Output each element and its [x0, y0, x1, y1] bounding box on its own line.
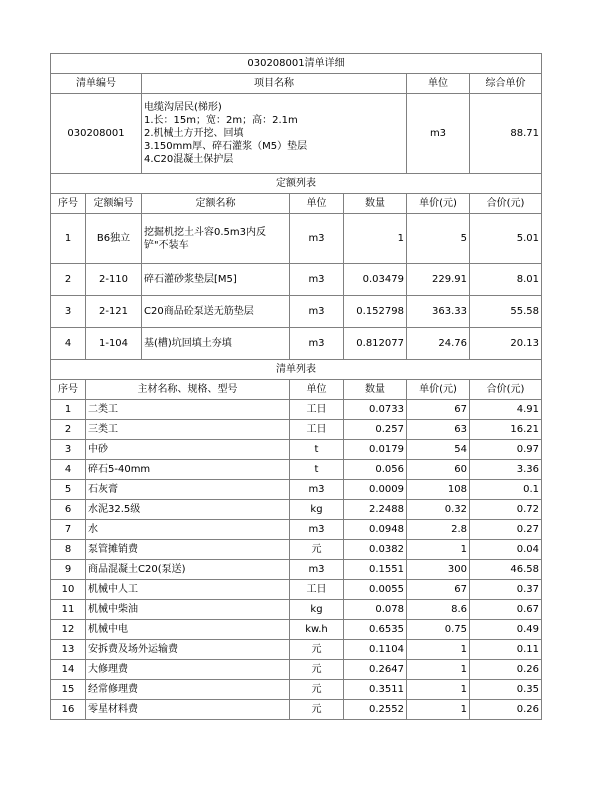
- desc-line: 2.机械土方开挖、回填: [144, 128, 244, 139]
- material-unit-price: 108: [407, 480, 470, 500]
- material-unit-price: 63: [407, 420, 470, 440]
- material-quantity: 0.2647: [344, 660, 407, 680]
- quota-header-cell: 合价(元): [470, 194, 542, 214]
- header-name: 项目名称: [142, 74, 407, 94]
- quota-seq: 4: [51, 328, 86, 360]
- material-header-cell: 合价(元): [470, 380, 542, 400]
- material-seq: 8: [51, 540, 86, 560]
- material-quantity: 0.2552: [344, 700, 407, 720]
- quota-unit: m3: [290, 264, 344, 296]
- material-unit-price: 67: [407, 400, 470, 420]
- quota-quantity: 0.03479: [344, 264, 407, 296]
- quota-total: 8.01: [470, 264, 542, 296]
- quota-header-row: [51, 194, 542, 214]
- quota-header-cell: 定额名称: [142, 194, 290, 214]
- material-quantity: 0.257: [344, 420, 407, 440]
- material-unit-price: 2.8: [407, 520, 470, 540]
- header-code: 清单编号: [51, 74, 142, 94]
- item-code: 030208001: [51, 94, 142, 174]
- material-seq: 10: [51, 580, 86, 600]
- material-unit: kg: [290, 600, 344, 620]
- material-unit-price: 8.6: [407, 600, 470, 620]
- material-unit-price: 60: [407, 460, 470, 480]
- quota-seq: 1: [51, 214, 86, 264]
- quota-quantity: 0.152798: [344, 296, 407, 328]
- quota-seq: 2: [51, 264, 86, 296]
- quota-row: [51, 214, 542, 264]
- material-seq: 11: [51, 600, 86, 620]
- material-seq: 12: [51, 620, 86, 640]
- material-quantity: 0.078: [344, 600, 407, 620]
- material-unit-price: 1: [407, 640, 470, 660]
- quota-unit: m3: [290, 296, 344, 328]
- desc-line: 电缆沟居民(梯形): [144, 102, 222, 113]
- material-unit-price: 0.32: [407, 500, 470, 520]
- material-row: [51, 660, 542, 680]
- material-total: 0.1: [470, 480, 542, 500]
- material-seq: 16: [51, 700, 86, 720]
- quota-name: 挖掘机挖土斗容0.5m3内反铲"不装车: [142, 214, 290, 264]
- material-total: 46.58: [470, 560, 542, 580]
- quota-row: [51, 328, 542, 360]
- quota-unit-price: 363.33: [407, 296, 470, 328]
- material-unit: 工日: [290, 400, 344, 420]
- table-title: 030208001清单详细: [51, 54, 542, 74]
- desc-line: 4.C20混凝土保护层: [144, 154, 234, 165]
- material-quantity: 0.0179: [344, 440, 407, 460]
- material-unit: 元: [290, 680, 344, 700]
- quota-header-cell: 单价(元): [407, 194, 470, 214]
- quota-name: C20商品砼泵送无筋垫层: [142, 296, 290, 328]
- material-total: 3.36: [470, 460, 542, 480]
- material-total: 0.37: [470, 580, 542, 600]
- material-row: [51, 540, 542, 560]
- material-unit: m3: [290, 520, 344, 540]
- list-item-row: [51, 94, 542, 174]
- material-seq: 13: [51, 640, 86, 660]
- material-total: 0.72: [470, 500, 542, 520]
- quota-header-cell: 单位: [290, 194, 344, 214]
- material-total: 0.04: [470, 540, 542, 560]
- material-name: 商品混凝土C20(泵送): [86, 560, 290, 580]
- material-unit-price: 0.75: [407, 620, 470, 640]
- material-header-cell: 序号: [51, 380, 86, 400]
- quota-code: 2-110: [86, 264, 142, 296]
- quota-unit-price: 24.76: [407, 328, 470, 360]
- material-quantity: 0.0055: [344, 580, 407, 600]
- material-header-row: [51, 380, 542, 400]
- material-unit-price: 300: [407, 560, 470, 580]
- material-quantity: 0.0733: [344, 400, 407, 420]
- material-section-title: 清单列表: [51, 360, 542, 380]
- material-row: [51, 460, 542, 480]
- material-row: [51, 420, 542, 440]
- material-row: [51, 700, 542, 720]
- quota-unit: m3: [290, 328, 344, 360]
- material-name: 大修理费: [86, 660, 290, 680]
- material-name: 零星材料费: [86, 700, 290, 720]
- quota-row: [51, 296, 542, 328]
- quota-header-cell: 数量: [344, 194, 407, 214]
- quota-unit-price: 5: [407, 214, 470, 264]
- material-quantity: 0.056: [344, 460, 407, 480]
- material-seq: 3: [51, 440, 86, 460]
- header-unit-price: 综合单价: [470, 74, 542, 94]
- material-row: [51, 620, 542, 640]
- quota-total: 20.13: [470, 328, 542, 360]
- quota-code: 2-121: [86, 296, 142, 328]
- material-seq: 2: [51, 420, 86, 440]
- material-unit: 工日: [290, 580, 344, 600]
- material-name: 机械中电: [86, 620, 290, 640]
- material-unit-price: 1: [407, 540, 470, 560]
- material-header-cell: 单位: [290, 380, 344, 400]
- material-unit: t: [290, 440, 344, 460]
- material-unit-price: 1: [407, 700, 470, 720]
- material-name: 三类工: [86, 420, 290, 440]
- quota-seq: 3: [51, 296, 86, 328]
- material-header-cell: 数量: [344, 380, 407, 400]
- material-unit: 元: [290, 540, 344, 560]
- material-name: 安拆费及场外运输费: [86, 640, 290, 660]
- material-seq: 14: [51, 660, 86, 680]
- material-row: [51, 680, 542, 700]
- desc-line: 1.长：15m；宽：2m；高：2.1m: [144, 115, 298, 126]
- quota-header-cell: 定额编号: [86, 194, 142, 214]
- quota-total: 5.01: [470, 214, 542, 264]
- material-unit: m3: [290, 560, 344, 580]
- material-seq: 15: [51, 680, 86, 700]
- material-seq: 4: [51, 460, 86, 480]
- quota-header-cell: 序号: [51, 194, 86, 214]
- material-unit: 工日: [290, 420, 344, 440]
- material-row: [51, 640, 542, 660]
- material-name: 碎石5-40mm: [86, 460, 290, 480]
- material-quantity: 2.2488: [344, 500, 407, 520]
- material-name: 经常修理费: [86, 680, 290, 700]
- quota-code: B6独立: [86, 214, 142, 264]
- material-total: 0.67: [470, 600, 542, 620]
- material-header-cell: 单价(元): [407, 380, 470, 400]
- material-quantity: 0.0382: [344, 540, 407, 560]
- title-row: [51, 54, 542, 74]
- material-total: 0.97: [470, 440, 542, 460]
- material-unit-price: 67: [407, 580, 470, 600]
- material-name: 二类工: [86, 400, 290, 420]
- quota-unit-price: 229.91: [407, 264, 470, 296]
- item-unit-price: 88.71: [470, 94, 542, 174]
- material-seq: 5: [51, 480, 86, 500]
- desc-line: 3.150mm厚、碎石灌浆（M5）垫层: [144, 141, 308, 152]
- material-name: 中砂: [86, 440, 290, 460]
- material-unit-price: 1: [407, 680, 470, 700]
- material-seq: 9: [51, 560, 86, 580]
- quota-unit: m3: [290, 214, 344, 264]
- material-name: 水泥32.5级: [86, 500, 290, 520]
- material-quantity: 0.6535: [344, 620, 407, 640]
- material-row: [51, 480, 542, 500]
- material-total: 0.35: [470, 680, 542, 700]
- quota-row: [51, 264, 542, 296]
- quota-total: 55.58: [470, 296, 542, 328]
- material-seq: 6: [51, 500, 86, 520]
- material-row: [51, 600, 542, 620]
- material-quantity: 0.0009: [344, 480, 407, 500]
- material-seq: 7: [51, 520, 86, 540]
- material-quantity: 0.3511: [344, 680, 407, 700]
- material-total: 0.49: [470, 620, 542, 640]
- bill-detail-table: [50, 53, 542, 720]
- material-quantity: 0.1104: [344, 640, 407, 660]
- material-total: 0.27: [470, 520, 542, 540]
- item-unit: m3: [407, 94, 470, 174]
- material-name: 石灰膏: [86, 480, 290, 500]
- material-row: [51, 500, 542, 520]
- material-seq: 1: [51, 400, 86, 420]
- quota-name: 碎石灌砂浆垫层[M5]: [142, 264, 290, 296]
- material-row: [51, 440, 542, 460]
- quota-section-title: 定额列表: [51, 174, 542, 194]
- quota-quantity: 1: [344, 214, 407, 264]
- material-unit: 元: [290, 640, 344, 660]
- material-unit-price: 54: [407, 440, 470, 460]
- material-header-cell: 主材名称、规格、型号: [86, 380, 290, 400]
- material-total: 0.11: [470, 640, 542, 660]
- material-unit: 元: [290, 660, 344, 680]
- material-total: 16.21: [470, 420, 542, 440]
- material-unit: kg: [290, 500, 344, 520]
- material-row: [51, 520, 542, 540]
- material-row: [51, 560, 542, 580]
- material-unit: 元: [290, 700, 344, 720]
- item-description: [142, 94, 407, 174]
- material-name: 机械中人工: [86, 580, 290, 600]
- material-unit: m3: [290, 480, 344, 500]
- quota-code: 1-104: [86, 328, 142, 360]
- quota-name: 基(槽)坑回填土夯填: [142, 328, 290, 360]
- material-unit: kw.h: [290, 620, 344, 640]
- material-name: 机械中柴油: [86, 600, 290, 620]
- header-unit: 单位: [407, 74, 470, 94]
- material-row: [51, 580, 542, 600]
- quota-quantity: 0.812077: [344, 328, 407, 360]
- material-total: 0.26: [470, 660, 542, 680]
- material-unit: t: [290, 460, 344, 480]
- material-row: [51, 400, 542, 420]
- material-quantity: 0.1551: [344, 560, 407, 580]
- quota-section-title-row: [51, 174, 542, 194]
- material-quantity: 0.0948: [344, 520, 407, 540]
- material-total: 0.26: [470, 700, 542, 720]
- list-header-row: [51, 74, 542, 94]
- material-unit-price: 1: [407, 660, 470, 680]
- material-total: 4.91: [470, 400, 542, 420]
- material-name: 水: [86, 520, 290, 540]
- material-section-title-row: [51, 360, 542, 380]
- material-name: 泵管摊销费: [86, 540, 290, 560]
